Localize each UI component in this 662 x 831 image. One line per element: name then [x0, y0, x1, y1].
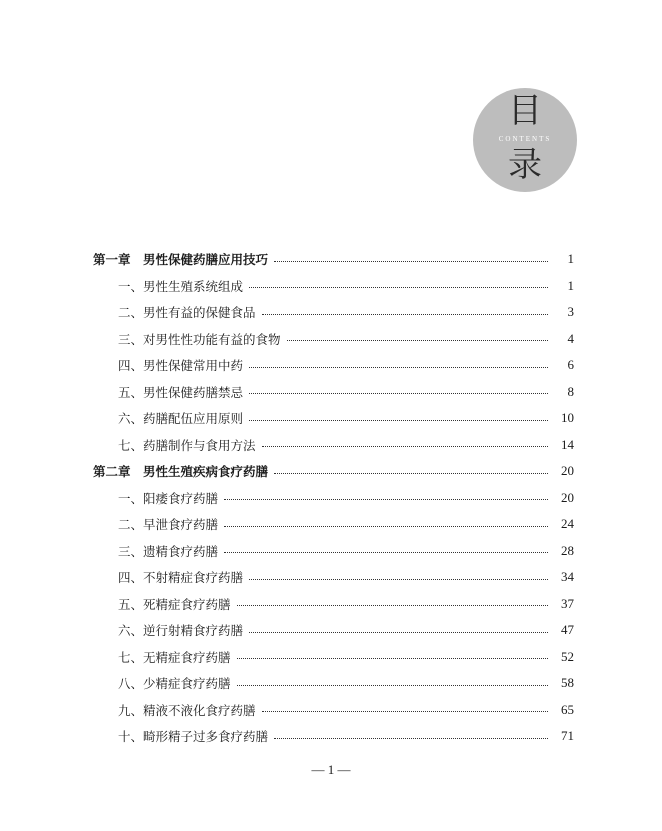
toc-entry-label: 五、男性保健药膳禁忌 — [118, 384, 244, 400]
toc-page-number: 6 — [567, 357, 574, 373]
toc-page-number: 1 — [567, 277, 574, 293]
toc-section-entry[interactable] — [0, 485, 662, 512]
toc-page-number: 10 — [561, 410, 574, 426]
toc-page-number: 28 — [561, 542, 574, 558]
toc-page-number: 34 — [561, 569, 574, 585]
toc-leader-dots — [274, 738, 548, 739]
toc-page-number: 37 — [561, 595, 574, 611]
toc-leader-dots — [274, 261, 548, 262]
toc-page-number: 8 — [567, 383, 574, 399]
toc-section-entry[interactable] — [0, 670, 662, 697]
toc-leader-dots — [224, 526, 548, 527]
toc-entry-label: 七、药膳制作与食用方法 — [118, 437, 256, 453]
toc-section-entry[interactable] — [0, 326, 662, 353]
toc-chapter-entry[interactable] — [0, 458, 662, 485]
toc-section-entry[interactable] — [0, 405, 662, 432]
toc-leader-dots — [287, 340, 548, 341]
toc-page-number: 52 — [561, 648, 574, 664]
toc-page-number: 58 — [561, 675, 574, 691]
toc-entry-label: 七、无精症食疗药膳 — [118, 649, 231, 665]
toc-leader-dots — [237, 658, 548, 659]
toc-entry-label: 四、不射精症食疗药膳 — [118, 570, 244, 586]
toc-section-entry[interactable] — [0, 352, 662, 379]
toc-leader-dots — [249, 579, 548, 580]
contents-subtitle: CONTENTS — [498, 135, 552, 143]
page-footer-number: — 1 — — [311, 762, 351, 777]
toc-leader-dots — [249, 367, 548, 368]
toc-page-number: 1 — [567, 251, 574, 267]
toc-entry-label: 九、精液不液化食疗药膳 — [118, 702, 256, 718]
toc-entry-label: 五、死精症食疗药膳 — [118, 596, 231, 612]
title-char-mu: 目 — [508, 91, 542, 131]
toc-page-number: 14 — [561, 436, 574, 452]
toc-page-number: 20 — [561, 489, 574, 505]
toc-section-entry[interactable] — [0, 299, 662, 326]
toc-page-number: 65 — [561, 701, 574, 717]
toc-entry-label: 一、男性生殖系统组成 — [118, 278, 244, 294]
toc-entry-label: 三、遗精食疗药膳 — [118, 543, 219, 559]
toc-section-entry[interactable] — [0, 432, 662, 459]
toc-section-entry[interactable] — [0, 538, 662, 565]
toc-entry-label: 第一章 男性保健药膳应用技巧 — [93, 252, 269, 268]
title-char-lu: 录 — [508, 145, 542, 185]
toc-leader-dots — [249, 393, 548, 394]
toc-entry-label: 二、早泄食疗药膳 — [118, 517, 219, 533]
toc-leader-dots — [274, 473, 548, 474]
toc-section-entry[interactable] — [0, 723, 662, 750]
toc-entry-label: 一、阳痿食疗药膳 — [118, 490, 219, 506]
toc-section-entry[interactable] — [0, 644, 662, 671]
toc-entry-label: 第二章 男性生殖疾病食疗药膳 — [93, 464, 269, 480]
toc-page-number: 47 — [561, 622, 574, 638]
toc-page-number: 4 — [567, 330, 574, 346]
toc-section-entry[interactable] — [0, 379, 662, 406]
toc-leader-dots — [249, 632, 548, 633]
toc-page-number: 24 — [561, 516, 574, 532]
toc-section-entry[interactable] — [0, 511, 662, 538]
toc-page-number: 20 — [561, 463, 574, 479]
toc-entry-label: 六、逆行射精食疗药膳 — [118, 623, 244, 639]
toc-leader-dots — [224, 552, 548, 553]
toc-section-entry[interactable] — [0, 697, 662, 724]
toc-section-entry[interactable] — [0, 564, 662, 591]
toc-leader-dots — [249, 420, 548, 421]
toc-entry-label: 二、男性有益的保健食品 — [118, 305, 256, 321]
toc-entry-label: 四、男性保健常用中药 — [118, 358, 244, 374]
toc-leader-dots — [237, 605, 548, 606]
toc-leader-dots — [224, 499, 548, 500]
toc-leader-dots — [249, 287, 548, 288]
toc-page-number: 3 — [567, 304, 574, 320]
toc-leader-dots — [262, 446, 548, 447]
toc-section-entry[interactable] — [0, 617, 662, 644]
contents-badge — [473, 88, 577, 192]
toc-page-number: 71 — [561, 728, 574, 744]
toc-leader-dots — [237, 685, 548, 686]
table-of-contents — [0, 246, 662, 750]
toc-entry-label: 三、对男性性功能有益的食物 — [118, 331, 281, 347]
toc-leader-dots — [262, 711, 548, 712]
toc-entry-label: 十、畸形精子过多食疗药膳 — [118, 729, 269, 745]
toc-entry-label: 六、药膳配伍应用原则 — [118, 411, 244, 427]
toc-entry-label: 八、少精症食疗药膳 — [118, 676, 231, 692]
toc-section-entry[interactable] — [0, 591, 662, 618]
toc-section-entry[interactable] — [0, 273, 662, 300]
toc-chapter-entry[interactable] — [0, 246, 662, 273]
toc-leader-dots — [262, 314, 548, 315]
